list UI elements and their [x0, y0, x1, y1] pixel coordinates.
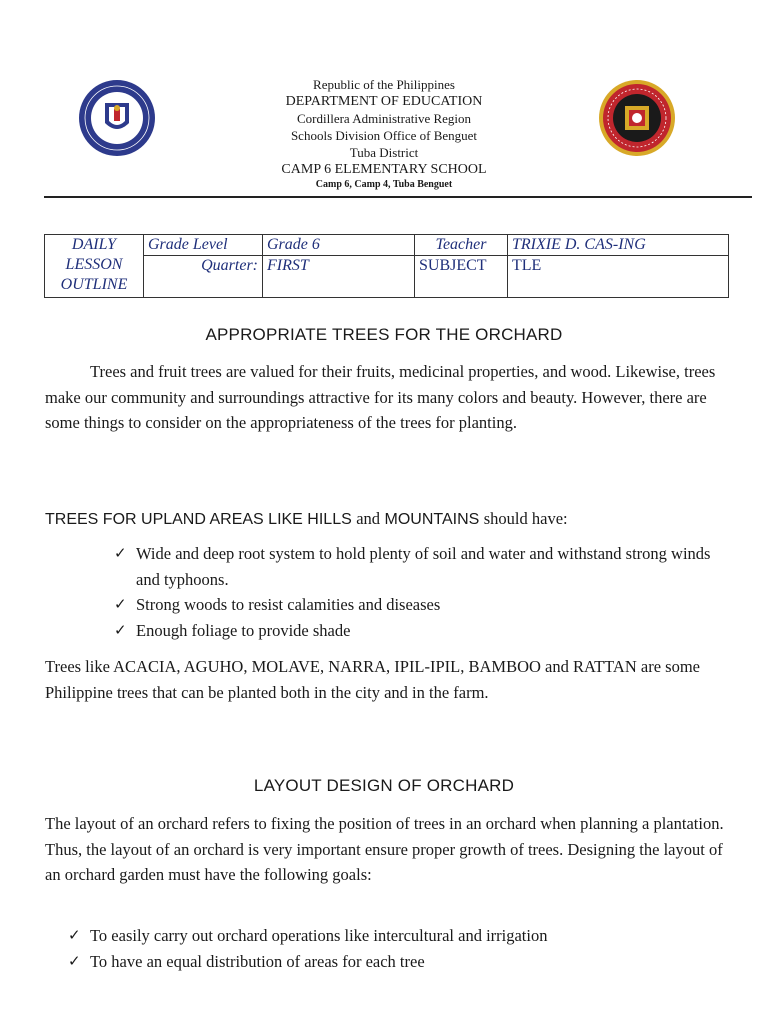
header-region: Cordillera Administrative Region — [296, 111, 472, 126]
checklist-item-text: Enough foliage to provide shade — [136, 620, 351, 640]
daily-label: DAILY — [71, 236, 117, 253]
header-division: Schools Division Office of Benguet — [290, 128, 478, 143]
outline-label: OUTLINE — [60, 276, 128, 293]
intro-paragraph: Trees and fruit trees are valued for their fruits, medicinal properties, and wood. Likewise, trees make our community and surroundings attractive for its many colors and beauty. However, there are some things to consider on the appropriateness of the trees for planting. — [45, 362, 716, 432]
grade-level-value: Grade 6 — [263, 235, 415, 256]
section1-intro — [45, 359, 725, 436]
goals-checklist — [68, 923, 728, 974]
goal-item — [68, 923, 728, 949]
check-icon: ✓ — [114, 595, 127, 613]
goal-item-text: To easily carry out orchard operations like intercultural and irrigation — [90, 926, 548, 945]
daily-lesson-outline-cell — [45, 235, 144, 298]
goal-item — [68, 949, 728, 975]
upland-checklist — [114, 541, 724, 643]
header-deped: DEPARTMENT OF EDUCATION — [285, 94, 483, 109]
upland-heading-tail: should have: — [483, 509, 568, 528]
goal-item-text: To have an equal distribution of areas for each tree — [90, 951, 425, 971]
subject-value: TLE — [508, 256, 729, 298]
checklist-item — [114, 618, 724, 644]
teacher-value: TRIXIE D. CAS-ING — [508, 235, 729, 256]
check-icon: ✓ — [68, 926, 81, 944]
header-divider — [44, 196, 752, 198]
section-title-layout-design: LAYOUT DESIGN OF ORCHARD — [253, 776, 515, 795]
check-icon: ✓ — [68, 951, 81, 970]
teacher-label: Teacher — [415, 235, 508, 256]
check-icon: ✓ — [114, 544, 127, 562]
lesson-info-table — [44, 234, 729, 298]
checklist-item-text: Strong woods to resist calamities and diseases — [136, 595, 441, 614]
upland-heading-mountains: MOUNTAINS — [384, 511, 480, 528]
grade-level-label: Grade Level — [144, 235, 263, 256]
header-republic: Republic of the Philippines — [313, 77, 455, 92]
layout-paragraph-block — [45, 811, 725, 888]
header-district: Tuba District — [349, 145, 419, 160]
checklist-item — [114, 541, 724, 592]
header-school: CAMP 6 ELEMENTARY SCHOOL — [281, 162, 487, 177]
trees-paragraph-block — [45, 654, 725, 705]
layout-paragraph: The layout of an orchard refers to fixing the position of trees in an orchard when planning a plantation. Thus, the layout of an orchard is very important ensure proper growth of trees. Designing the layout of an orchard garden must have the following goals: — [45, 814, 724, 884]
upland-heading-main: TREES FOR UPLAND AREAS LIKE HILLS — [45, 511, 352, 528]
letterhead — [0, 76, 768, 192]
trees-paragraph: Trees like ACACIA, AGUHO, MOLAVE, NARRA, IPIL-IPIL, BAMBOO and RATTAN are some Philippine trees that can be planted both in the city and in the farm. — [45, 657, 700, 702]
checklist-item-text: Wide and deep root system to hold plenty of soil and water and withstand strong winds and typhoons. — [136, 544, 711, 589]
upland-heading-and: and — [356, 509, 381, 528]
check-icon: ✓ — [114, 620, 127, 639]
quarter-label: Quarter: — [144, 256, 263, 298]
lesson-label: LESSON — [65, 256, 123, 273]
section-title-appropriate-trees: APPROPRIATE TREES FOR THE ORCHARD — [205, 325, 563, 344]
upland-heading — [45, 506, 725, 533]
checklist-item — [114, 592, 724, 618]
subject-label: SUBJECT — [415, 256, 508, 298]
quarter-value: FIRST — [263, 256, 415, 298]
header-address: Camp 6, Camp 4, Tuba Benguet — [315, 179, 453, 190]
